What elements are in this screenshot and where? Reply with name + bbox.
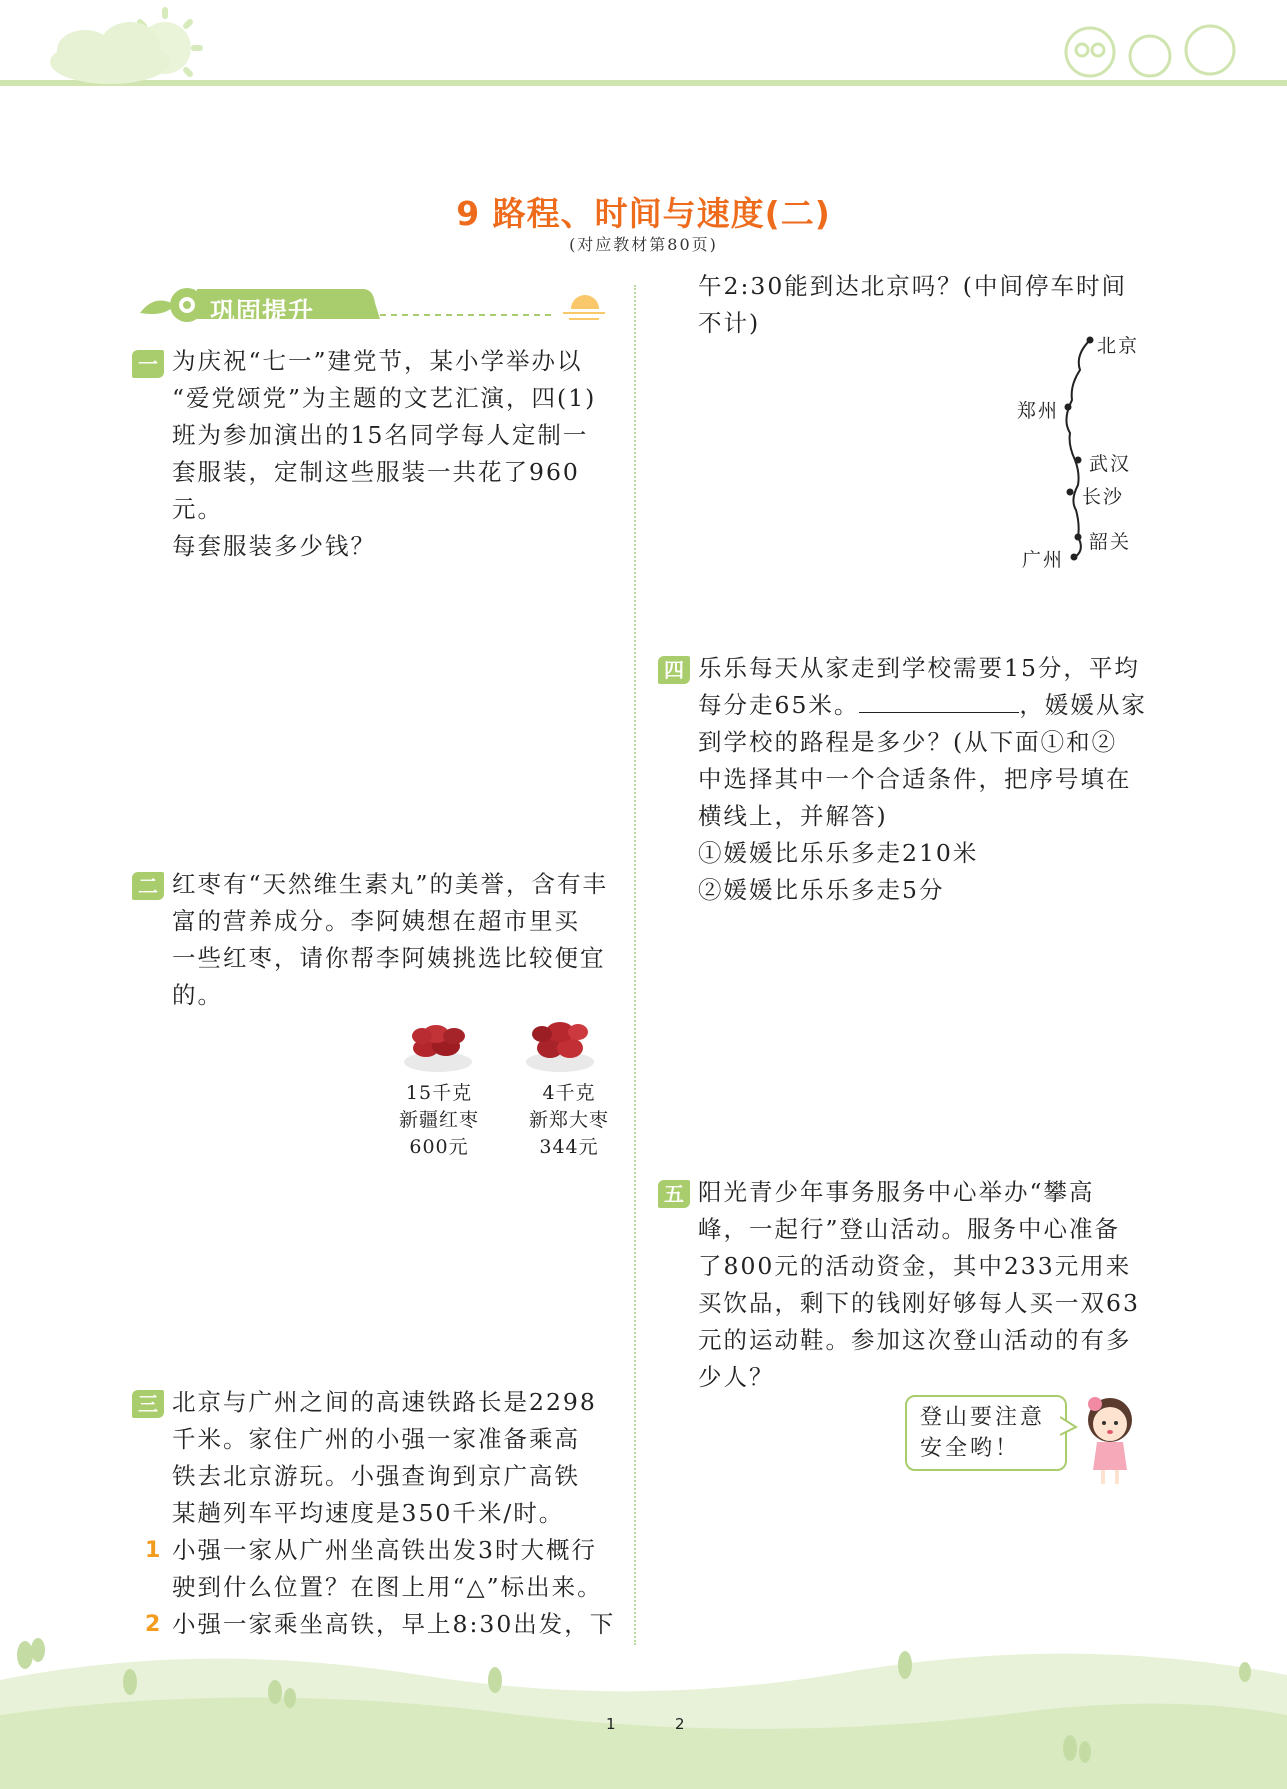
answer-blank[interactable] <box>859 694 1019 713</box>
zhengzhou-dot <box>1065 404 1072 411</box>
problem-3-line: 北京与广州之间的高速铁路长是2298 <box>172 1388 597 1416</box>
problem-4-line-pre: 每分走65米。 <box>698 691 860 719</box>
cartoon-animals-icon <box>1066 26 1234 76</box>
problem-3-sub2-number: 2 <box>145 1612 161 1637</box>
problem-1-text <box>172 343 622 565</box>
problem-4-option: ②媛媛比乐乐多走5分 <box>698 876 945 904</box>
city-shaoguan: 韶关 <box>1089 531 1132 553</box>
shaoguan-dot <box>1075 534 1082 541</box>
city-changsha: 长沙 <box>1082 486 1125 508</box>
problem-3-sub2-line: 不计) <box>698 309 761 337</box>
problem-4-line: 横线上，并解答) <box>698 802 888 830</box>
wuhan-dot <box>1075 457 1082 464</box>
problem-4-badge: 四 <box>658 656 690 684</box>
problem-4-line: 到学校的路程是多少？(从下面①和② <box>698 728 1118 756</box>
problem-5-line: 少人？ <box>698 1363 775 1391</box>
jujube-weight: 15千克 <box>405 1082 473 1104</box>
page-title: 9 路程、时间与速度(二) <box>456 194 831 233</box>
leaf-icon <box>140 301 175 315</box>
section-banner-label: 巩固提升 <box>210 297 315 326</box>
guangzhou-dot <box>1071 554 1078 561</box>
problem-3-badge: 三 <box>132 1390 164 1418</box>
jujube-price: 344元 <box>539 1136 599 1158</box>
problem-3-sub2-line: 小强一家乘坐高铁，早上8:30出发，下 <box>172 1610 616 1638</box>
page-number-left: 1 <box>606 1715 616 1733</box>
beijing-dot <box>1087 337 1094 344</box>
city-zhengzhou: 郑州 <box>1017 400 1060 422</box>
column-divider <box>634 285 636 1645</box>
problem-3-text <box>172 1384 622 1532</box>
speech-line: 登山要注意 <box>920 1405 1046 1430</box>
speech-bubble-text <box>920 1402 1045 1464</box>
problem-1-badge: 一 <box>132 350 164 378</box>
problem-4-line: 乐乐每天从家走到学校需要15分，平均 <box>698 654 1140 682</box>
problem-1-line: “爱党颂党”为主题的文艺汇演，四(1) <box>172 384 597 412</box>
problem-3-line: 千米。家住广州的小强一家准备乘高 <box>172 1425 580 1453</box>
problem-3-sub1-text <box>172 1532 622 1606</box>
problem-5-text <box>698 1174 1168 1396</box>
jujube-name: 新疆红枣 <box>398 1109 479 1131</box>
problem-2-line: 红枣有“天然维生素丸”的美誉，含有丰 <box>172 870 609 898</box>
problem-4-line: 中选择其中一个合适条件，把序号填在 <box>698 765 1132 793</box>
cloud-icon <box>50 22 170 84</box>
girl-character-icon <box>1075 1390 1145 1490</box>
page-subtitle: (对应教材第80页) <box>569 235 718 254</box>
xinzheng-jujube-label <box>510 1080 628 1161</box>
xinjiang-jujube-label <box>380 1080 498 1161</box>
xinzheng-jujube-image <box>520 1010 600 1076</box>
problem-5-line: 阳光青少年事务服务中心举办“攀高 <box>698 1178 1095 1206</box>
problem-5-line: 元的运动鞋。参加这次登山活动的有多 <box>698 1326 1132 1354</box>
problem-2-text <box>172 866 622 1014</box>
speech-line: 安全哟！ <box>920 1436 1021 1461</box>
problem-3-sub1-number: 1 <box>145 1538 161 1563</box>
problem-3-line: 铁去北京游玩。小强查询到京广高铁 <box>172 1462 580 1490</box>
problem-4-text <box>698 650 1168 909</box>
problem-4-line-post: ，媛媛从家 <box>1019 691 1147 719</box>
problem-1-line: 班为参加演出的15名同学每人定制一 <box>172 421 589 449</box>
problem-1-line: 为庆祝“七一”建党节，某小学举办以 <box>172 347 583 375</box>
city-beijing: 北京 <box>1097 335 1140 357</box>
problem-5-badge: 五 <box>658 1180 690 1208</box>
page-number-right: 2 <box>675 1715 685 1733</box>
problem-2-line: 的。 <box>172 981 223 1009</box>
jujube-name: 新郑大枣 <box>528 1109 609 1131</box>
jujube-price: 600元 <box>409 1136 469 1158</box>
problem-3-sub1-line: 小强一家从广州坐高铁出发3时大概行 <box>172 1536 597 1564</box>
problem-2-badge: 二 <box>132 872 164 900</box>
footer-landscape <box>0 1620 1287 1789</box>
section-banner <box>135 275 615 335</box>
problem-2-line: 富的营养成分。李阿姨想在超市里买 <box>172 907 580 935</box>
problem-1-line: 每套服装多少钱？ <box>172 532 376 560</box>
city-guangzhou: 广州 <box>1022 549 1065 571</box>
problem-1-line: 套服装，定制这些服装一共花了960元。 <box>172 458 580 523</box>
problem-4-option: ①媛媛比乐乐多走210米 <box>698 839 979 867</box>
changsha-dot <box>1067 489 1074 496</box>
city-wuhan: 武汉 <box>1089 453 1132 475</box>
problem-3-sub1-line: 驶到什么位置？在图上用“△”标出来。 <box>172 1573 603 1601</box>
jujube-weight: 4千克 <box>542 1082 596 1104</box>
problem-5-line: 了800元的活动资金，其中233元用来 <box>698 1252 1132 1280</box>
problem-4-line-with-blank <box>698 687 1168 724</box>
problem-5-line: 买饮品，剩下的钱刚好够每人买一双63 <box>698 1289 1140 1317</box>
xinjiang-jujube-image <box>398 1010 478 1076</box>
problem-2-line: 一些红枣，请你帮李阿姨挑选比较便宜 <box>172 944 606 972</box>
header-decoration <box>0 0 1287 100</box>
problem-3-line: 某趟列车平均速度是350千米/时。 <box>172 1499 565 1527</box>
problem-5-line: 峰，一起行”登山活动。服务中心准备 <box>698 1215 1121 1243</box>
problem-3-sub2-line: 午2:30能到达北京吗？(中间停车时间 <box>698 272 1127 300</box>
